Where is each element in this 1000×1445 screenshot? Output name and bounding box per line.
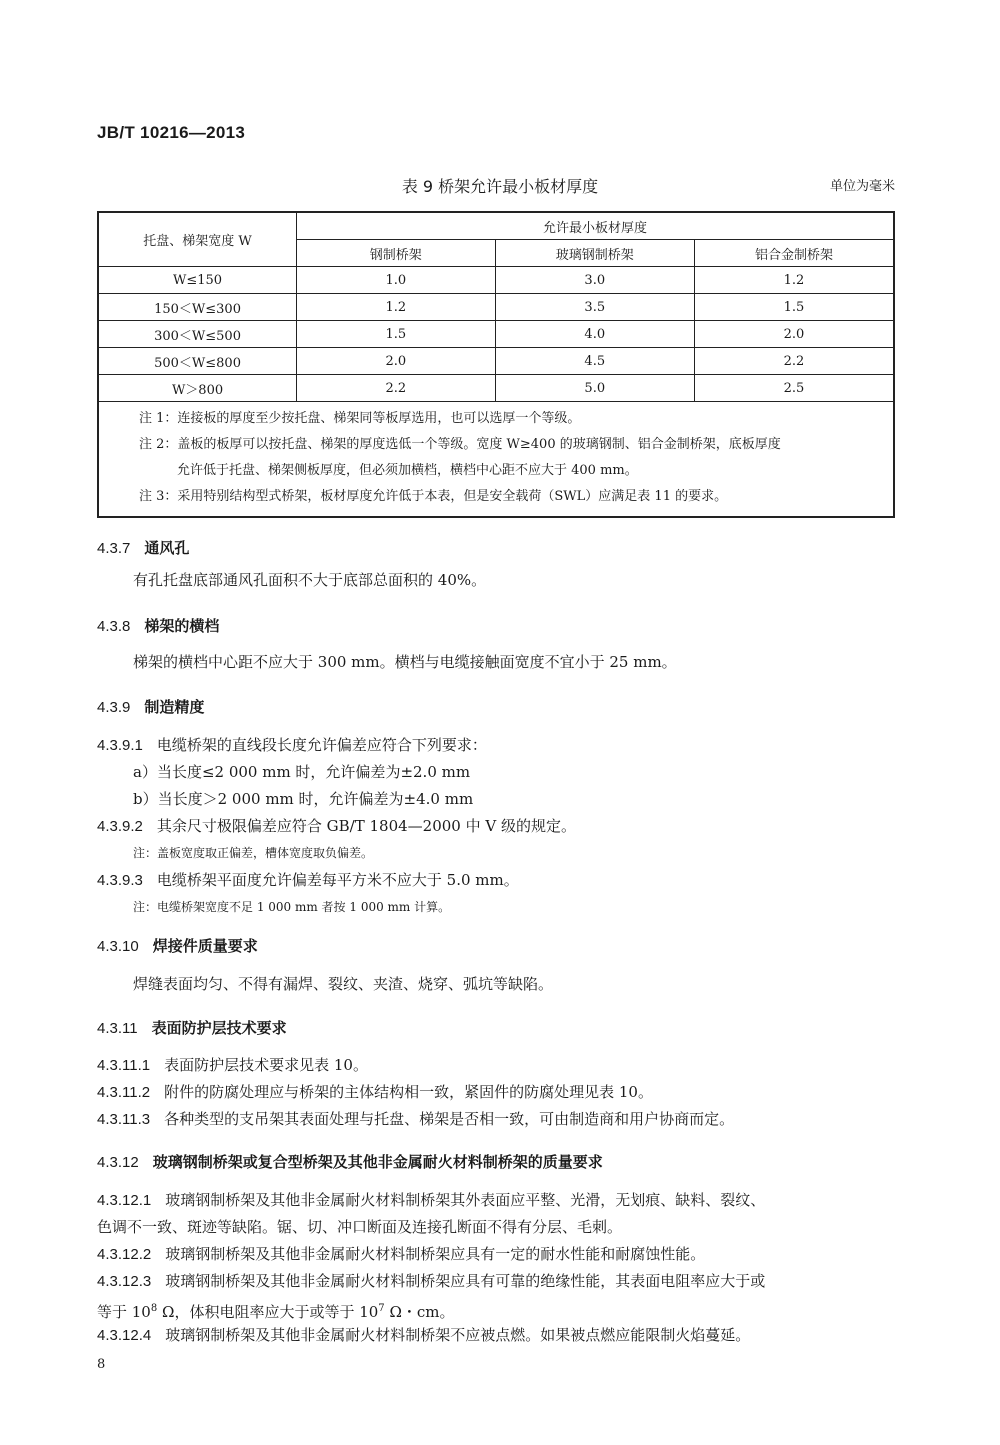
- resistivity-text: 等于 10: [97, 1303, 151, 1321]
- section-number: 4.3.8: [97, 618, 131, 635]
- table-note-2-continued: 允许低于托盘、梯架侧板厚度，但必须加横档，横档中心距不应大于 400 mm。: [177, 463, 638, 478]
- width-cell: 300＜W≤500: [98, 321, 297, 348]
- clause-4-3-12-1-continued: 色调不一致、斑迹等缺陷。锯、切、冲口断面及连接孔断面不得有分层、毛刺。: [97, 1218, 623, 1236]
- table-title: 表 9 桥架允许最小板材厚度: [401, 177, 599, 196]
- thickness-group-header: 允许最小板材厚度: [297, 212, 894, 240]
- value-cell: 1.2: [695, 267, 895, 294]
- value-cell: 4.0: [495, 321, 694, 348]
- clause-text: 玻璃钢制桥架及其他非金属耐火材料制桥架其外表面应平整、光滑，无划痕、缺料、裂纹、: [165, 1191, 766, 1209]
- value-cell: 1.5: [695, 294, 895, 321]
- value-cell: 2.0: [297, 348, 495, 375]
- clause-text: 玻璃钢制桥架及其他非金属耐火材料制桥架不应被点燃。如果被点燃应能限制火焰蔓延。: [165, 1326, 751, 1344]
- table-row: [98, 348, 894, 375]
- clause-text: 其余尺寸极限偏差应符合 GB/T 1804—2000 中 V 级的规定。: [156, 817, 576, 835]
- resistivity-text: Ω，体积电阻率应大于或等于 10: [157, 1303, 379, 1321]
- table-unit: 单位为毫米: [829, 179, 895, 194]
- value-cell: 3.5: [495, 294, 694, 321]
- note-4-3-9-3: 注：电缆桥架宽度不足 1 000 mm 者按 1 000 mm 计算。: [133, 900, 451, 914]
- section-number: 4.3.12: [97, 1154, 139, 1171]
- table-row: [98, 267, 894, 294]
- clause-text: 表面防护层技术要求见表 10。: [164, 1056, 368, 1074]
- section-4-3-8-text: 梯架的横档中心距不应大于 300 mm。横档与电缆接触面宽度不宜小于 25 mm。: [133, 653, 677, 671]
- table-note-2: 注 2：盖板的板厚可以按托盘、梯架的厚度选低一个等级。宽度 W≥400 的玻璃钢制、铝合金制桥架，底板厚度: [139, 437, 781, 452]
- clause-4-3-9-3: [97, 867, 897, 894]
- clause-number: 4.3.12.1: [97, 1192, 152, 1209]
- clause-number: 4.3.12.3: [97, 1273, 152, 1290]
- fiberglass-column-header: 玻璃钢制桥架: [495, 240, 694, 267]
- clause-number: 4.3.11.3: [97, 1111, 151, 1128]
- section-title: 表面防护层技术要求: [151, 1019, 287, 1037]
- value-cell: 1.2: [297, 294, 495, 321]
- clause-number: 4.3.11.1: [97, 1057, 151, 1074]
- section-4-3-8-heading: [97, 615, 219, 636]
- table-notes-row: [98, 402, 894, 518]
- clause-4-3-9-1: [97, 732, 897, 759]
- clause-number: 4.3.12.4: [97, 1327, 152, 1344]
- value-cell: 3.0: [495, 267, 694, 294]
- table-notes: [98, 402, 894, 518]
- note-4-3-9-2: 注：盖板宽度取正偏差，槽体宽度取负偏差。: [133, 846, 374, 860]
- section-4-3-9-heading: [97, 696, 204, 717]
- clause-number: 4.3.12.2: [97, 1246, 152, 1263]
- resistivity-text: Ω・cm。: [384, 1303, 455, 1321]
- section-4-3-7-heading: [97, 537, 189, 558]
- clause-text: 电缆桥架平面度允许偏差每平方米不应大于 5.0 mm。: [156, 871, 519, 889]
- exponent: 8: [150, 1303, 158, 1314]
- table-row: [98, 375, 894, 402]
- clause-number: 4.3.9.2: [97, 818, 143, 835]
- thickness-table: [97, 211, 895, 518]
- value-cell: 1.0: [297, 267, 495, 294]
- clause-text: 玻璃钢制桥架及其他非金属耐火材料制桥架应具有可靠的绝缘性能，其表面电阻率应大于或: [165, 1272, 766, 1290]
- value-cell: 2.5: [695, 375, 895, 402]
- exponent: 7: [378, 1303, 385, 1314]
- value-cell: 4.5: [495, 348, 694, 375]
- clause-4-3-11-2: [97, 1079, 897, 1106]
- clause-number: 4.3.9.1: [97, 737, 143, 754]
- steel-column-header: 钢制桥架: [297, 240, 495, 267]
- section-4-3-7-text: 有孔托盘底部通风孔面积不大于底部总面积的 40%。: [133, 571, 487, 589]
- width-cell: 500＜W≤800: [98, 348, 297, 375]
- width-cell: 150＜W≤300: [98, 294, 297, 321]
- table-header-row: [98, 212, 894, 240]
- section-4-3-11-heading: [97, 1017, 287, 1038]
- width-column-header: 托盘、梯架宽度 W: [98, 212, 297, 267]
- value-cell: 1.5: [297, 321, 495, 348]
- section-title: 通风孔: [144, 539, 190, 557]
- value-cell: 2.2: [297, 375, 495, 402]
- section-title: 制造精度: [144, 698, 205, 716]
- section-4-3-10-text: 焊缝表面均匀、不得有漏焊、裂纹、夹渣、烧穿、弧坑等缺陷。: [133, 975, 554, 993]
- aluminum-column-header: 铝合金制桥架: [695, 240, 895, 267]
- value-cell: 2.2: [695, 348, 895, 375]
- clause-4-3-11-1: [97, 1052, 897, 1079]
- section-title: 焊接件质量要求: [152, 937, 258, 955]
- clause-text: 玻璃钢制桥架及其他非金属耐火材料制桥架应具有一定的耐水性能和耐腐蚀性能。: [165, 1245, 706, 1263]
- section-number: 4.3.10: [97, 938, 139, 955]
- list-item-b: b）当长度＞2 000 mm 时，允许偏差为±4.0 mm: [133, 790, 474, 808]
- table-note-3: 注 3：采用特别结构型式桥架，板材厚度允许低于本表，但是安全载荷（SWL）应满足表 11 的要求。: [139, 489, 728, 504]
- clause-4-3-9-2: [97, 813, 897, 840]
- section-number: 4.3.9: [97, 699, 131, 716]
- clause-text: 各种类型的支吊架其表面处理与托盘、梯架是否相一致，可由制造商和用户协商而定。: [164, 1110, 735, 1128]
- value-cell: 2.0: [695, 321, 895, 348]
- width-cell: W≤150: [98, 267, 297, 294]
- clause-number: 4.3.11.2: [97, 1084, 151, 1101]
- clause-text: 电缆桥架的直线段长度允许偏差应符合下列要求：: [156, 736, 487, 754]
- section-number: 4.3.11: [97, 1020, 138, 1037]
- clause-number: 4.3.9.3: [97, 872, 143, 889]
- list-item-a: a）当长度≤2 000 mm 时，允许偏差为±2.0 mm: [133, 763, 471, 781]
- clause-text: 附件的防腐处理应与桥架的主体结构相一致，紧固件的防腐处理见表 10。: [164, 1083, 653, 1101]
- table-row: [98, 294, 894, 321]
- table-note-1: 注 1：连接板的厚度至少按托盘、梯架同等板厚选用，也可以选厚一个等级。: [139, 411, 581, 426]
- page-number: 8: [97, 1357, 106, 1372]
- clause-4-3-12-4: [97, 1322, 897, 1349]
- section-title: 玻璃钢制桥架或复合型桥架及其他非金属耐火材料制桥架的质量要求: [152, 1153, 603, 1171]
- clause-4-3-12-2: [97, 1241, 897, 1268]
- width-cell: W＞800: [98, 375, 297, 402]
- clause-4-3-11-3: [97, 1106, 897, 1133]
- clause-4-3-12-1: [97, 1187, 897, 1214]
- section-number: 4.3.7: [97, 540, 131, 557]
- standard-code: JB/T 10216—2013: [97, 123, 246, 142]
- value-cell: 5.0: [495, 375, 694, 402]
- table-row: [98, 321, 894, 348]
- section-title: 梯架的横档: [144, 617, 220, 635]
- section-4-3-12-heading: [97, 1151, 603, 1172]
- clause-4-3-12-3: [97, 1268, 897, 1295]
- section-4-3-10-heading: [97, 935, 258, 956]
